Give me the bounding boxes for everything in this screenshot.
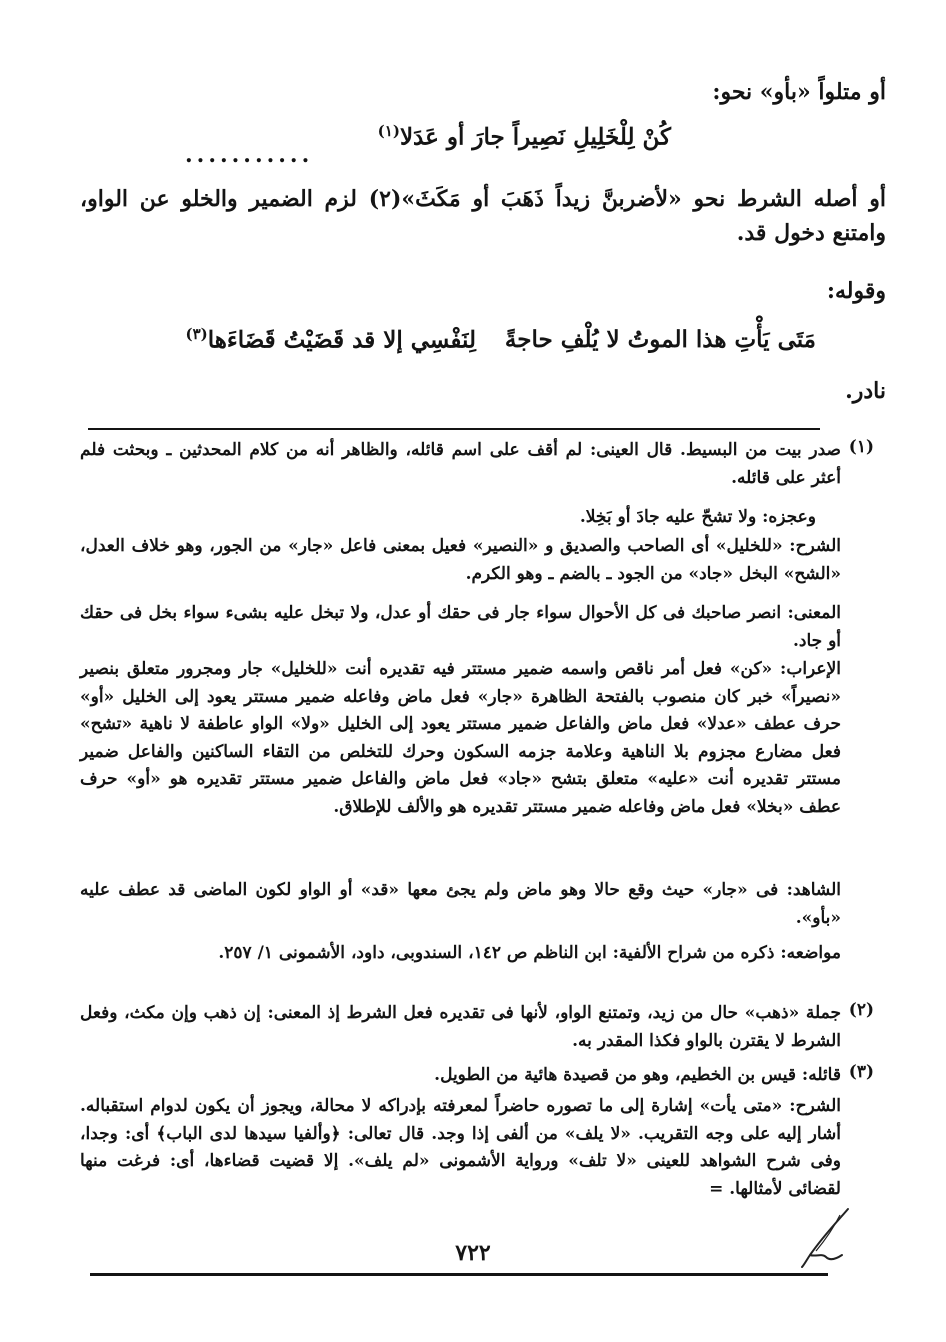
footnote-3-number: (٣) (848, 1062, 874, 1082)
footnote-1-second-hemistich: وعجزه: ولا تشحّ عليه جادَ أو بَخِلا. (579, 507, 816, 527)
verse-2-second-text: لِنَفْسِي إلا قد قَضَيْتُ قَضَاءَها (207, 326, 476, 354)
footnote-1-source: صدر بيت من البسيط. قال العينى: لم أقف على اسم قائله، والظاهر أنه من كلام المحدثين ـ وبحثت فلم أعثر على قائله. (80, 440, 841, 488)
footnote-2-text: جملة «ذهب» حال من زيد، وتمتنع الواو، لأنها فى تقديره فعل الشرط إذ المعنى: إن ذهب وإن مكث، وفعل الشرط لا يقترن بالواو فكذا المقدر به. (80, 1003, 841, 1051)
footnote-1-sharh: الشرح: «للخليل» أى الصاحب والصديق و «النصير» فعيل بمعنى فاعل «جار» من الجور، وهو خلاف العدل، «الشح» البخل «جاد» من الجود ـ بالضم ـ وهو الكرم. (80, 536, 841, 584)
footnote-3-sharh: الشرح: «متى يأت» إشارة إلى ما تصوره حاضراً لمعرفته بإدراكه لا محالة، ويجوز أن يكون لدوام استقباله. أشار إليه على وجه التقريب. «لا يلف» من ألفى إذا وجد. قال تعالى: ﴿وألفيا سيدها لدى الباب﴾ أى: وجدا، وفى شرح الشواهد للعينى «لا تلف» ورواية الأشمونى «لم يلف». إلا قضيت قضاءها، أى: فرغت منها لقضائى لأمثالها. = (80, 1096, 841, 1199)
paragraph-1: أو أصله الشرط نحو «لأضربنَّ زيداً ذَهَبَ أو مَكَثَ»(٢) لزم الضمير والخلو عن الواو، وامتنع دخول قد. (80, 186, 886, 247)
ellipsis-dots: ........... (185, 142, 314, 168)
page-number: ٧٢٢ (455, 1240, 491, 1266)
footnote-1-meaning: المعنى: انصر صاحبك فى كل الأحوال سواء جار فى حقك أو عدل، ولا تبخل عليه بشىء سواء بخل فى حقك أو جاد. (80, 603, 841, 651)
footnote-1-shahid: الشاهد: فى «جار» حيث وقع حالا وهو ماض ولم يجئ معها «قد» أو الواو لكون الماضى قد عطف عليه «بأو». (80, 880, 841, 928)
nadir-line: نادر. (845, 378, 886, 404)
verse-2-first-hemistich: مَتَى يَأْتِ هذا الموتُ لا يُلْفِ حاجةً (504, 326, 816, 353)
footnote-1-sources: مواضعه: ذكره من شراح الألفية: ابن الناظم ص ١٤٢، السندوبى، داود، الأشمونى ١/ ٢٥٧. (218, 943, 841, 963)
footnote-3-author: قائله: قيس بن الخطيم، وهو من قصيدة هائية من الطويل. (434, 1065, 841, 1085)
footnote-1-irab: الإعراب: «كن» فعل أمر ناقص واسمه ضمير مستتر فيه تقديره أنت «للخليل» جار ومجرور متعلق بنصير «نصيراً» خبر كان منصوب بالفتحة الظاهرة «جار» فعل ماض وفاعله ضمير مستتر يعود إلى الخليل «أو» حرف عطف «عدلا» فعل ماض والفاعل ضمير مستتر يعود إلى الخليل «ولا» الواو عاطفة لا ناهية «تشح» فعل مضارع مجزوم بلا الناهية وعلامة جزمه السكون وحرك للتخلص من التقاء الساكنين والفاعل ضمير مستتر تقديره أنت «عليه» متعلق بتشح «جاد» فعل ماض والفاعل ضمير مستتر تقديره هو «أو» حرف عطف «بخلا» فعل ماض وفاعله ضمير مستتر تقديره هو والألف للإطلاق. (80, 659, 841, 817)
handwritten-mark-icon (796, 1205, 856, 1270)
verse-2-second-hemistich (185, 325, 476, 356)
verse-2-footnote-ref: (٣) (185, 325, 208, 343)
footnote-separator (88, 428, 820, 430)
verse-1-text: كُنْ لِلْخَلِيلِ نَصِيراً جارَ أو عَدَلا (399, 123, 671, 151)
verse-1 (378, 122, 671, 153)
footnote-1-number: (١) (848, 437, 874, 457)
verse-1-footnote-ref: (١) (377, 122, 400, 140)
footnote-2-number: (٢) (848, 1000, 874, 1020)
bottom-rule (90, 1273, 828, 1276)
qawluhu-line: وقوله: (826, 278, 886, 304)
intro-line: أو متلواً «بأو» نحو: (712, 79, 886, 105)
